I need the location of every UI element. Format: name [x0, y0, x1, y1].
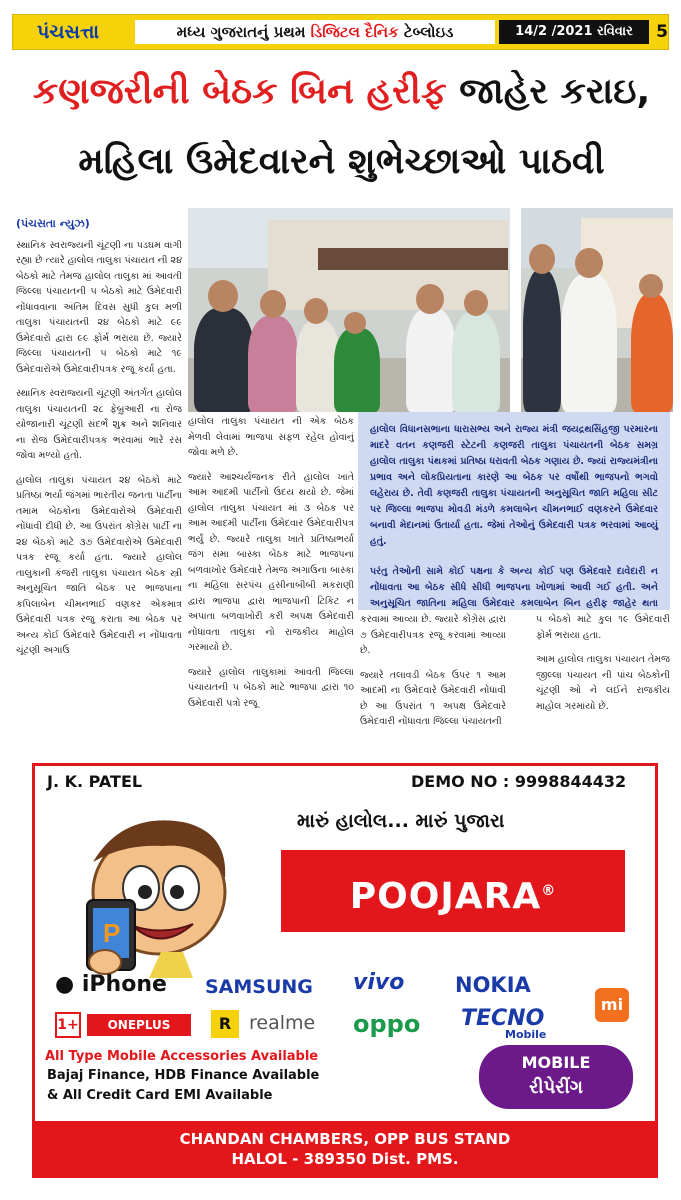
byline: (પંચસતા ન્યુઝ) — [16, 217, 90, 230]
brand-nokia: NOKIA — [455, 973, 531, 997]
brand-tecno-mobile: Mobile — [505, 1028, 547, 1041]
apple-icon: ● — [55, 972, 75, 997]
paragraph: જ્યારે તલાવડી બેઠક ઉપર ૧ આમ આદમી ના ઉમેદવારે ઉમેદવારી નોંધાવી છે આ ઉપરાંત ૧ અપક્ષ ઉમેદવારે ઉમેદવારી નોંધાવતા જિલ્લા પંચાયતની — [360, 669, 506, 727]
ad-slogan: મારું હાલોલ... મારું પુજારા — [297, 810, 505, 832]
tagline-part-1: મધ્ય ગુજરાતનું પ્રથમ — [176, 23, 311, 41]
ad-line-emi: & All Credit Card EMI Available — [47, 1088, 273, 1103]
paragraph: હાલોલ તાલુકા પંચાયત ની એક બેઠક મેળવી લેવામાં ભાજપા સફળ રહેલ હોવાનું જોવા મળે છે. — [188, 416, 354, 458]
mobile-repairing-badge — [479, 1045, 633, 1109]
tagline — [135, 20, 495, 44]
ad-line-accessories: All Type Mobile Accessories Available — [45, 1049, 319, 1064]
brand-tecno: TECNO — [461, 1006, 545, 1031]
registered-mark: ® — [541, 883, 557, 899]
advertisement — [32, 763, 658, 1178]
headline-black-part: જાહેર કરાઇ, — [446, 71, 651, 112]
address-line-1: CHANDAN CHAMBERS, OPP BUS STAND — [179, 1130, 511, 1148]
paragraph: આમ હાલોલ તાલુકા પંચાયત તેમજ જીલ્લા પંચાયત ની પાંચ બેઠકોની ચૂંટણી ઓ ને લઈને રાજકીય માહોલ ગરમાયો છે. — [536, 654, 670, 712]
ad-owner-name: J. K. PATEL — [47, 772, 143, 791]
brand-iphone — [55, 972, 167, 998]
page-number: 5 — [656, 22, 668, 42]
paragraph: કરવામાં આવ્યા છે. જ્યારે કોંગ્રેસ દ્વારા ૭ ઉમેદવારીપત્રક રજૂ કરવામાં આવ્યા છે. — [360, 614, 506, 656]
paragraph: જ્યારે આશ્ચર્યજનક રીતે હાલોલ ખાતે આમ આદમી પાર્ટીનો ઉદય થયો છે. જેમાં હાલોલ તાલુકા પંચાયત માં ૩ બેઠક પર આમ આદમી પાર્ટીના ઉમેદવાર ઉમેદવારીપત્ર ભર્યું છે. જ્યારે તાલુકા ખાતે પ્રતિષ્ઠાભર્યા જંગ સમા બાસ્કા બેઠક માટે ભાજપના બળવાખોર ઉમેદવારે તેમજ અગાઉના બાસ્કા ના મહિલા સરપંચ હસીનાબીબી મકરાણી દ્વારા ભાજપા દ્વારા ભાજપાની ટિકિટ ન અપાતા બળવાખોરી કરી અપક્ષ ઉમેદવારી નોંધાવતા તાલુકા નો રાજકીય માહોલ ગરમાયો છે. — [188, 471, 354, 653]
brand-realme: realme — [249, 1012, 316, 1034]
brand-oneplus: ONEPLUS — [87, 1014, 191, 1036]
brand-iphone-label: iPhone — [81, 972, 167, 997]
svg-text:P: P — [103, 918, 121, 948]
repairing-label: રીપેરીંગ — [529, 1077, 583, 1098]
paragraph: હાલોલ તાલુકા પંચાયત ૨૪ બેઠકો માટે પ્રતિષ્ઠા ભર્યા જંગમાં ભારતીય જનતા પાર્ટીના તમામ બેઠકોના ઉમેદવારોએ ઉમેદવારી નોંધાવી દીધી છે. આ ઉપરાંત કોંગ્રેસ પાર્ટી ના ૨૪ બેઠકો માટે ૩૭ ઉમેદવારોએ ઉમેદવારી પત્રક રજૂ કર્યા હતા. જ્યારે હાલોલ તાલુકાની કંજરી તાલુકા પંચાયત બેઠક સ્ત્રી અનુસૂચિત જાતિ બેઠક પર ભાજપાના કપિલાબેન ચીમનભાઈ વણકર એકમાત્ર ઉમેદવારી પત્રક રજુ કરાતા આ બેઠક પર અન્ય કોઈ ઉમેદવારે ઉમેદવારી ન નોંધાવતા ચૂંટણી અગાઉ — [16, 474, 182, 656]
paragraph: ૫ બેઠકો માટે કુલ ૧૯ ઉમેદવારી ફોર્મ ભરાયા હતા. — [536, 614, 670, 641]
article-column-4 — [536, 612, 670, 752]
headline-line-1 — [14, 70, 669, 114]
store-name: POOJARA — [349, 876, 542, 917]
ad-phone: DEMO NO : 9998844432 — [411, 772, 627, 791]
brand-mi: mi — [595, 988, 629, 1022]
paragraph: સ્થાનિક સ્વરાજ્યની ચૂંટણી ના પડઘમ વાગી રહ્યા છે ત્યારે હાલોલ તાલુકા પંચાયત ની ૨૪ બેઠકો માટે તેમજ હાલોલ તાલુકા માં આવતી જિલ્લા પંચાયતની ૫ બેઠકો માટે ઉમેદવારી નોંધાવવાના અંતિમ દિવસ સુધી કુલ મળી તાલુકા પંચાયતની ૨૪ બેઠકો માટે ૯૯ ઉમેદવારો દ્વારા ૯૯ ફોર્મ ભરાયા છે. જ્યારે જિલ્લા પંચાયતની ૫ બેઠકો માટે ૧૯ ઉમેદવારોએ ઉમેદવારીપત્રક રજૂ કર્યા હતા. — [16, 239, 182, 375]
store-logo — [281, 850, 625, 932]
newspaper-logo: પંચસત્તા — [13, 15, 123, 49]
news-photo-group — [188, 208, 510, 412]
headline-line-2: મહિલા ઉમેદવારને શુભેચ્છાઓ પાઠવી — [78, 141, 605, 182]
oneplus-icon: 1+ — [55, 1012, 81, 1038]
brand-vivo: vivo — [353, 970, 405, 995]
issue-date: 14/2 /2021 રવિવાર — [499, 20, 649, 44]
cartoon-mascot-icon — [53, 802, 249, 982]
brand-oppo: oppo — [353, 1010, 421, 1038]
article-column-1 — [16, 216, 182, 756]
tagline-part-2: ડિજિટલ દૈનિક — [310, 23, 399, 41]
paragraph: સ્થાનિક સ્વરાજ્યની ચૂંટણી અંતર્ગત હાલોલ તાલુકા પંચાયતની ૨૮ ફેબ્રુઆરી ના રોજ યોજાનારી ચૂંટણી સંદર્ભે શુક્ર અને શનિવાર ના રોજ ઉમેદવારીપત્રક ભરવામાં ભારે રસ જોવા મળ્યો હતો. — [16, 388, 182, 461]
mobile-label: MOBILE — [521, 1053, 591, 1072]
article-column-2 — [188, 414, 354, 756]
address-line-2: HALOL - 389350 Dist. PMS. — [231, 1150, 459, 1168]
highlight-box — [358, 412, 670, 610]
article-column-3 — [360, 612, 506, 752]
highlight-paragraph: હાલોલ વિધાનસભાના ધારાસભ્ય અને રાજ્ય મંત્રી જયદ્રથસિંહજી પરમારના માદરે વતન કણજરી સ્ટેટની કણજરી તાલુકા પંચાયતની બેઠક સમગ્ર હાલોલ તાલુકા પંથકમાં પ્રતિષ્ઠા ધરાવતી બેઠક ગણાય છે. જ્યાં રાજ્યમંત્રીના પ્રભાવ અને લોકપ્રિયતાના કારણે આ બેઠક પર વર્ષોથી ભાજપનો ભગવો લહેરાય છે. તેવી કણજરી તાલુકા પંચાયતની અનુસૂચિત જાતિ મહિલા સીટ પર જિલ્લા ભાજપા મોવડી મંડળે કમલાબેન ચીમનભાઈ વણકરને ઉમેદવાર બનાવી મેદાનમાં ઉતાર્યા હતા. જેમાં તેઓનું ઉમેદવારી પત્રક ભરવામાં આવ્યું હતું. — [370, 424, 658, 547]
tagline-part-3: ટેબ્લોઇડ — [398, 23, 454, 41]
masthead — [12, 14, 669, 50]
ad-address-bar — [35, 1121, 655, 1178]
highlight-paragraph: પરંતુ તેઓની સામે કોઈ પક્ષના કે અન્ય કોઈ પણ ઉમેદવારે દાવેદારી ન નોંધાવતા આ બેઠક સીધે સીધી ભાજપના ખોળામાં આવી ગઈ હતી. અને અનુસૂચિત જાતિના મહિલા ઉમેદવાર કમલાબેન બિન હરીફ જાહેર થતા — [370, 566, 658, 609]
headline-red-part: કણજરીની બેઠક બિન હરીફ — [32, 71, 447, 112]
brand-samsung: SAMSUNG — [205, 976, 313, 998]
paragraph: જ્યારે હાલોલ તાલુકામાં આવતી જિલ્લા પંચાયતની ૫ બેઠકો માટે ભાજપા દ્વારા ૧૦ ઉમેદવારી પત્રો રજૂ — [188, 666, 354, 709]
news-photo-minister — [521, 208, 673, 412]
ad-line-finance: Bajaj Finance, HDB Finance Available — [47, 1068, 320, 1083]
realme-icon: R — [211, 1010, 239, 1038]
